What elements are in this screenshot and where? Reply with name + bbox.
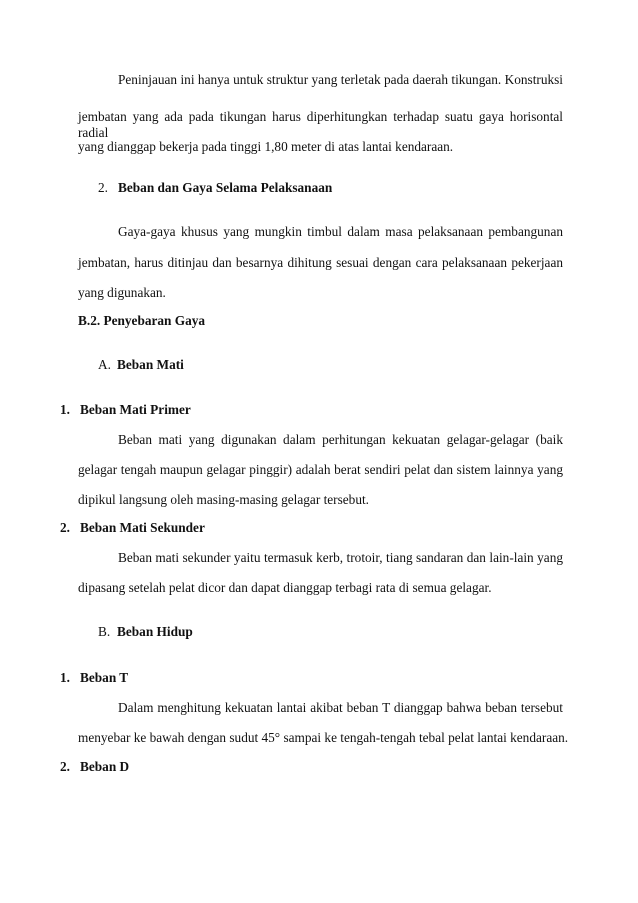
- item-a2-line-1: Beban mati sekunder yaitu termasuk kerb, trotoir, tiang sandaran dan lain-lain yang: [118, 550, 563, 565]
- item-a1-number: 1.: [60, 402, 70, 417]
- item-a1-line-1: Beban mati yang digunakan dalam perhitungan kekuatan gelagar-gelagar (baik: [118, 432, 563, 447]
- item-b1-number: 1.: [60, 670, 70, 685]
- sub-a-letter: A.: [98, 357, 111, 372]
- item-b2-number: 2.: [60, 759, 70, 774]
- intro-line-3: yang dianggap bekerja pada tinggi 1,80 meter di atas lantai kendaraan.: [78, 139, 454, 154]
- item-a2-line-2: dipasang setelah pelat dicor dan dapat dianggap terbagi rata di semua gelagar.: [78, 580, 492, 595]
- section2-line-2: jembatan, harus ditinjau dan besarnya dihitung sesuai dengan cara pelaksanaan pekerjaan: [78, 255, 563, 270]
- heading-b2: B.2. Penyebaran Gaya: [78, 313, 206, 328]
- intro-line-2: jembatan yang ada pada tikungan harus diperhitungkan terhadap suatu gaya horisontal radial: [78, 109, 563, 140]
- item-b1-line-1: Dalam menghitung kekuatan lantai akibat beban T dianggap bahwa beban tersebut: [118, 700, 563, 715]
- item-a1-title: Beban Mati Primer: [80, 402, 191, 417]
- sub-b-title: Beban Hidup: [117, 624, 193, 639]
- sub-b-letter: B.: [98, 624, 111, 639]
- item-b1-line-2: menyebar ke bawah dengan sudut 45° sampai ke tengah-tengah tebal pelat lantai kendaraan.: [78, 730, 569, 745]
- item-a2-number: 2.: [60, 520, 70, 535]
- item-b1-title: Beban T: [80, 670, 129, 685]
- section2-number: 2.: [98, 180, 108, 195]
- section2-line-1: Gaya-gaya khusus yang mungkin timbul dalam masa pelaksanaan pembangunan: [118, 224, 563, 239]
- sub-a-title: Beban Mati: [117, 357, 184, 372]
- item-a2-title: Beban Mati Sekunder: [80, 520, 205, 535]
- item-b2-title: Beban D: [80, 759, 130, 774]
- section2-line-3: yang digunakan.: [78, 285, 166, 300]
- section2-title: Beban dan Gaya Selama Pelaksanaan: [118, 180, 333, 195]
- intro-line-1: Peninjauan ini hanya untuk struktur yang terletak pada daerah tikungan. Konstruksi: [118, 72, 563, 87]
- item-a1-line-3: dipikul langsung oleh masing-masing gelagar tersebut.: [78, 492, 369, 507]
- item-a1-line-2: gelagar tengah maupun gelagar pinggir) adalah berat sendiri pelat dan sistem lainnya yang: [78, 462, 563, 477]
